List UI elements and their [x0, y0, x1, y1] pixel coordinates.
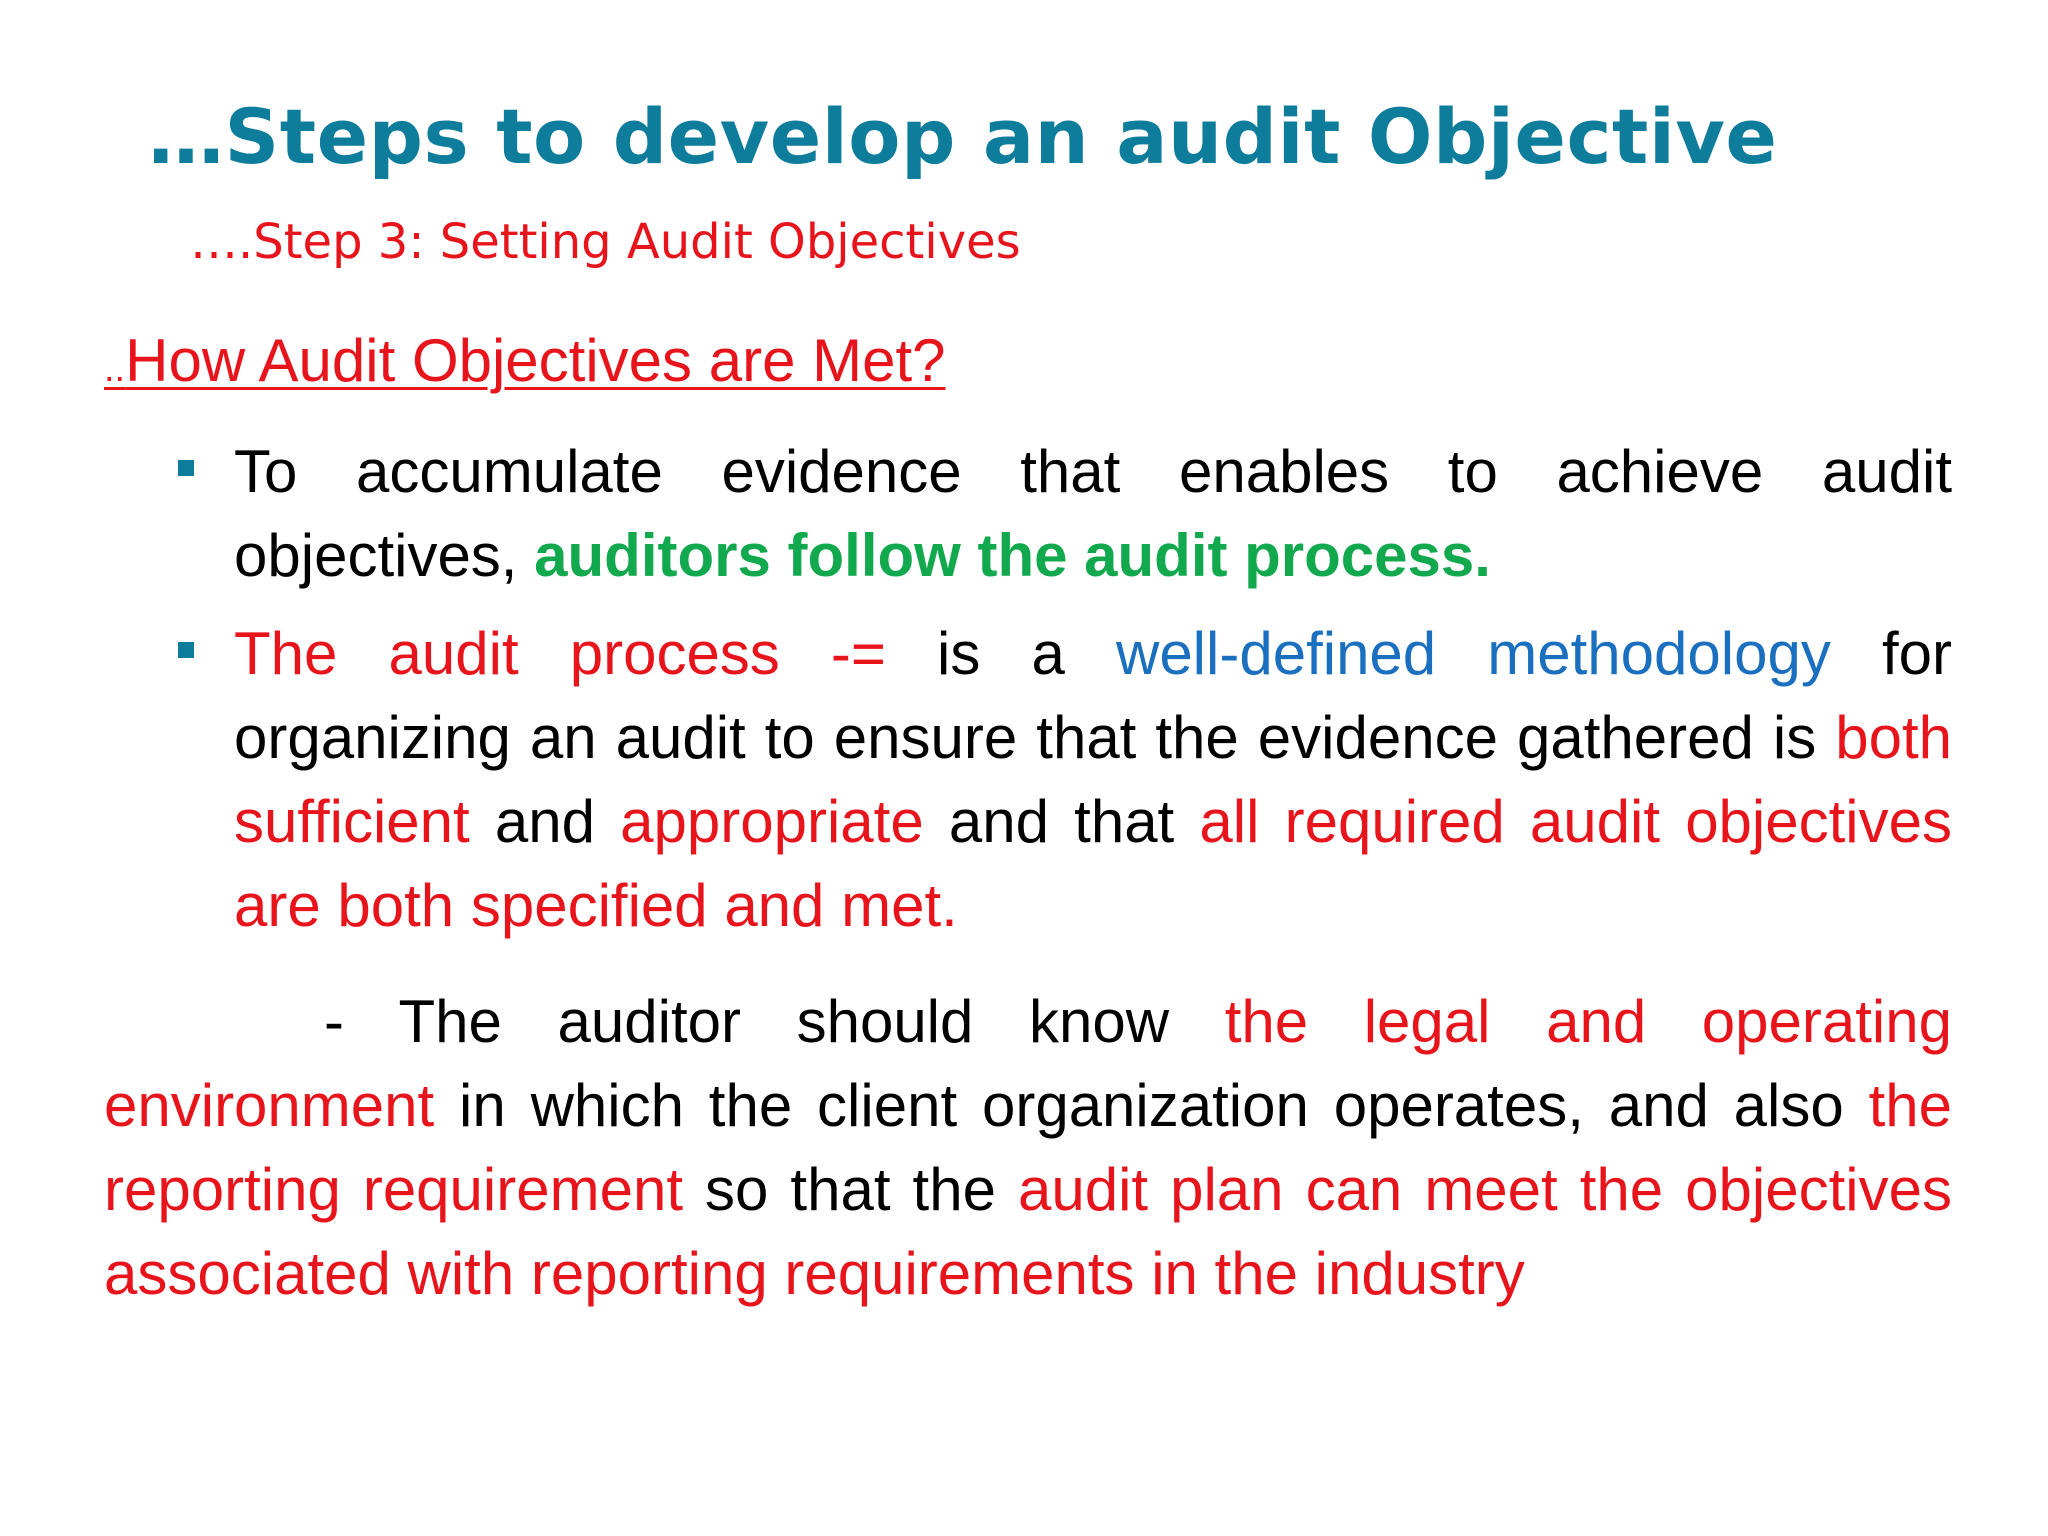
bullet-text: for organizing an audit to ensure that the evidence gathered is: [234, 620, 1952, 771]
bullet-list: [170, 430, 1952, 962]
body-paragraph: [104, 980, 1952, 1316]
bullet-text: To accumulate evidence that enables to achieve audit objectives,: [234, 438, 1952, 589]
para-text: so that the: [683, 1156, 1018, 1223]
bullet-emphasis: both sufficient: [234, 704, 1952, 855]
section-heading: [104, 326, 946, 395]
bullet-emphasis: appropriate: [620, 788, 924, 855]
slide-title: …Steps to develop an audit Objective: [148, 92, 1778, 181]
bullet-emphasis: all required audit objectives are both specified and met.: [234, 788, 1952, 939]
para-text: in which the client organization operates, and also: [434, 1072, 1869, 1139]
para-text: - The auditor should know: [324, 988, 1225, 1055]
square-bullet-icon: [178, 460, 194, 476]
para-emphasis: audit plan can meet the objectives associated with reporting requirements in the industry: [104, 1156, 1952, 1307]
square-bullet-icon: [178, 642, 194, 658]
bullet-text: and: [469, 788, 621, 855]
bullet-emphasis: auditors follow the audit process.: [534, 522, 1491, 589]
para-emphasis: the legal and operating environment: [104, 988, 1952, 1139]
para-emphasis: the reporting requirement: [104, 1072, 1952, 1223]
bullet-emphasis: The audit process -=: [234, 620, 886, 687]
bullet-text: is a: [885, 620, 1116, 687]
bullet-text: and that: [923, 788, 1200, 855]
heading-text: How Audit Objectives are Met?: [125, 327, 946, 394]
bullet-item: [170, 430, 1952, 598]
slide-subtitle: ….Step 3: Setting Audit Objectives: [190, 214, 1021, 270]
bullet-emphasis: well-defined methodology: [1115, 620, 1831, 687]
heading-dots: ..: [104, 348, 126, 390]
bullet-item: [170, 612, 1952, 948]
